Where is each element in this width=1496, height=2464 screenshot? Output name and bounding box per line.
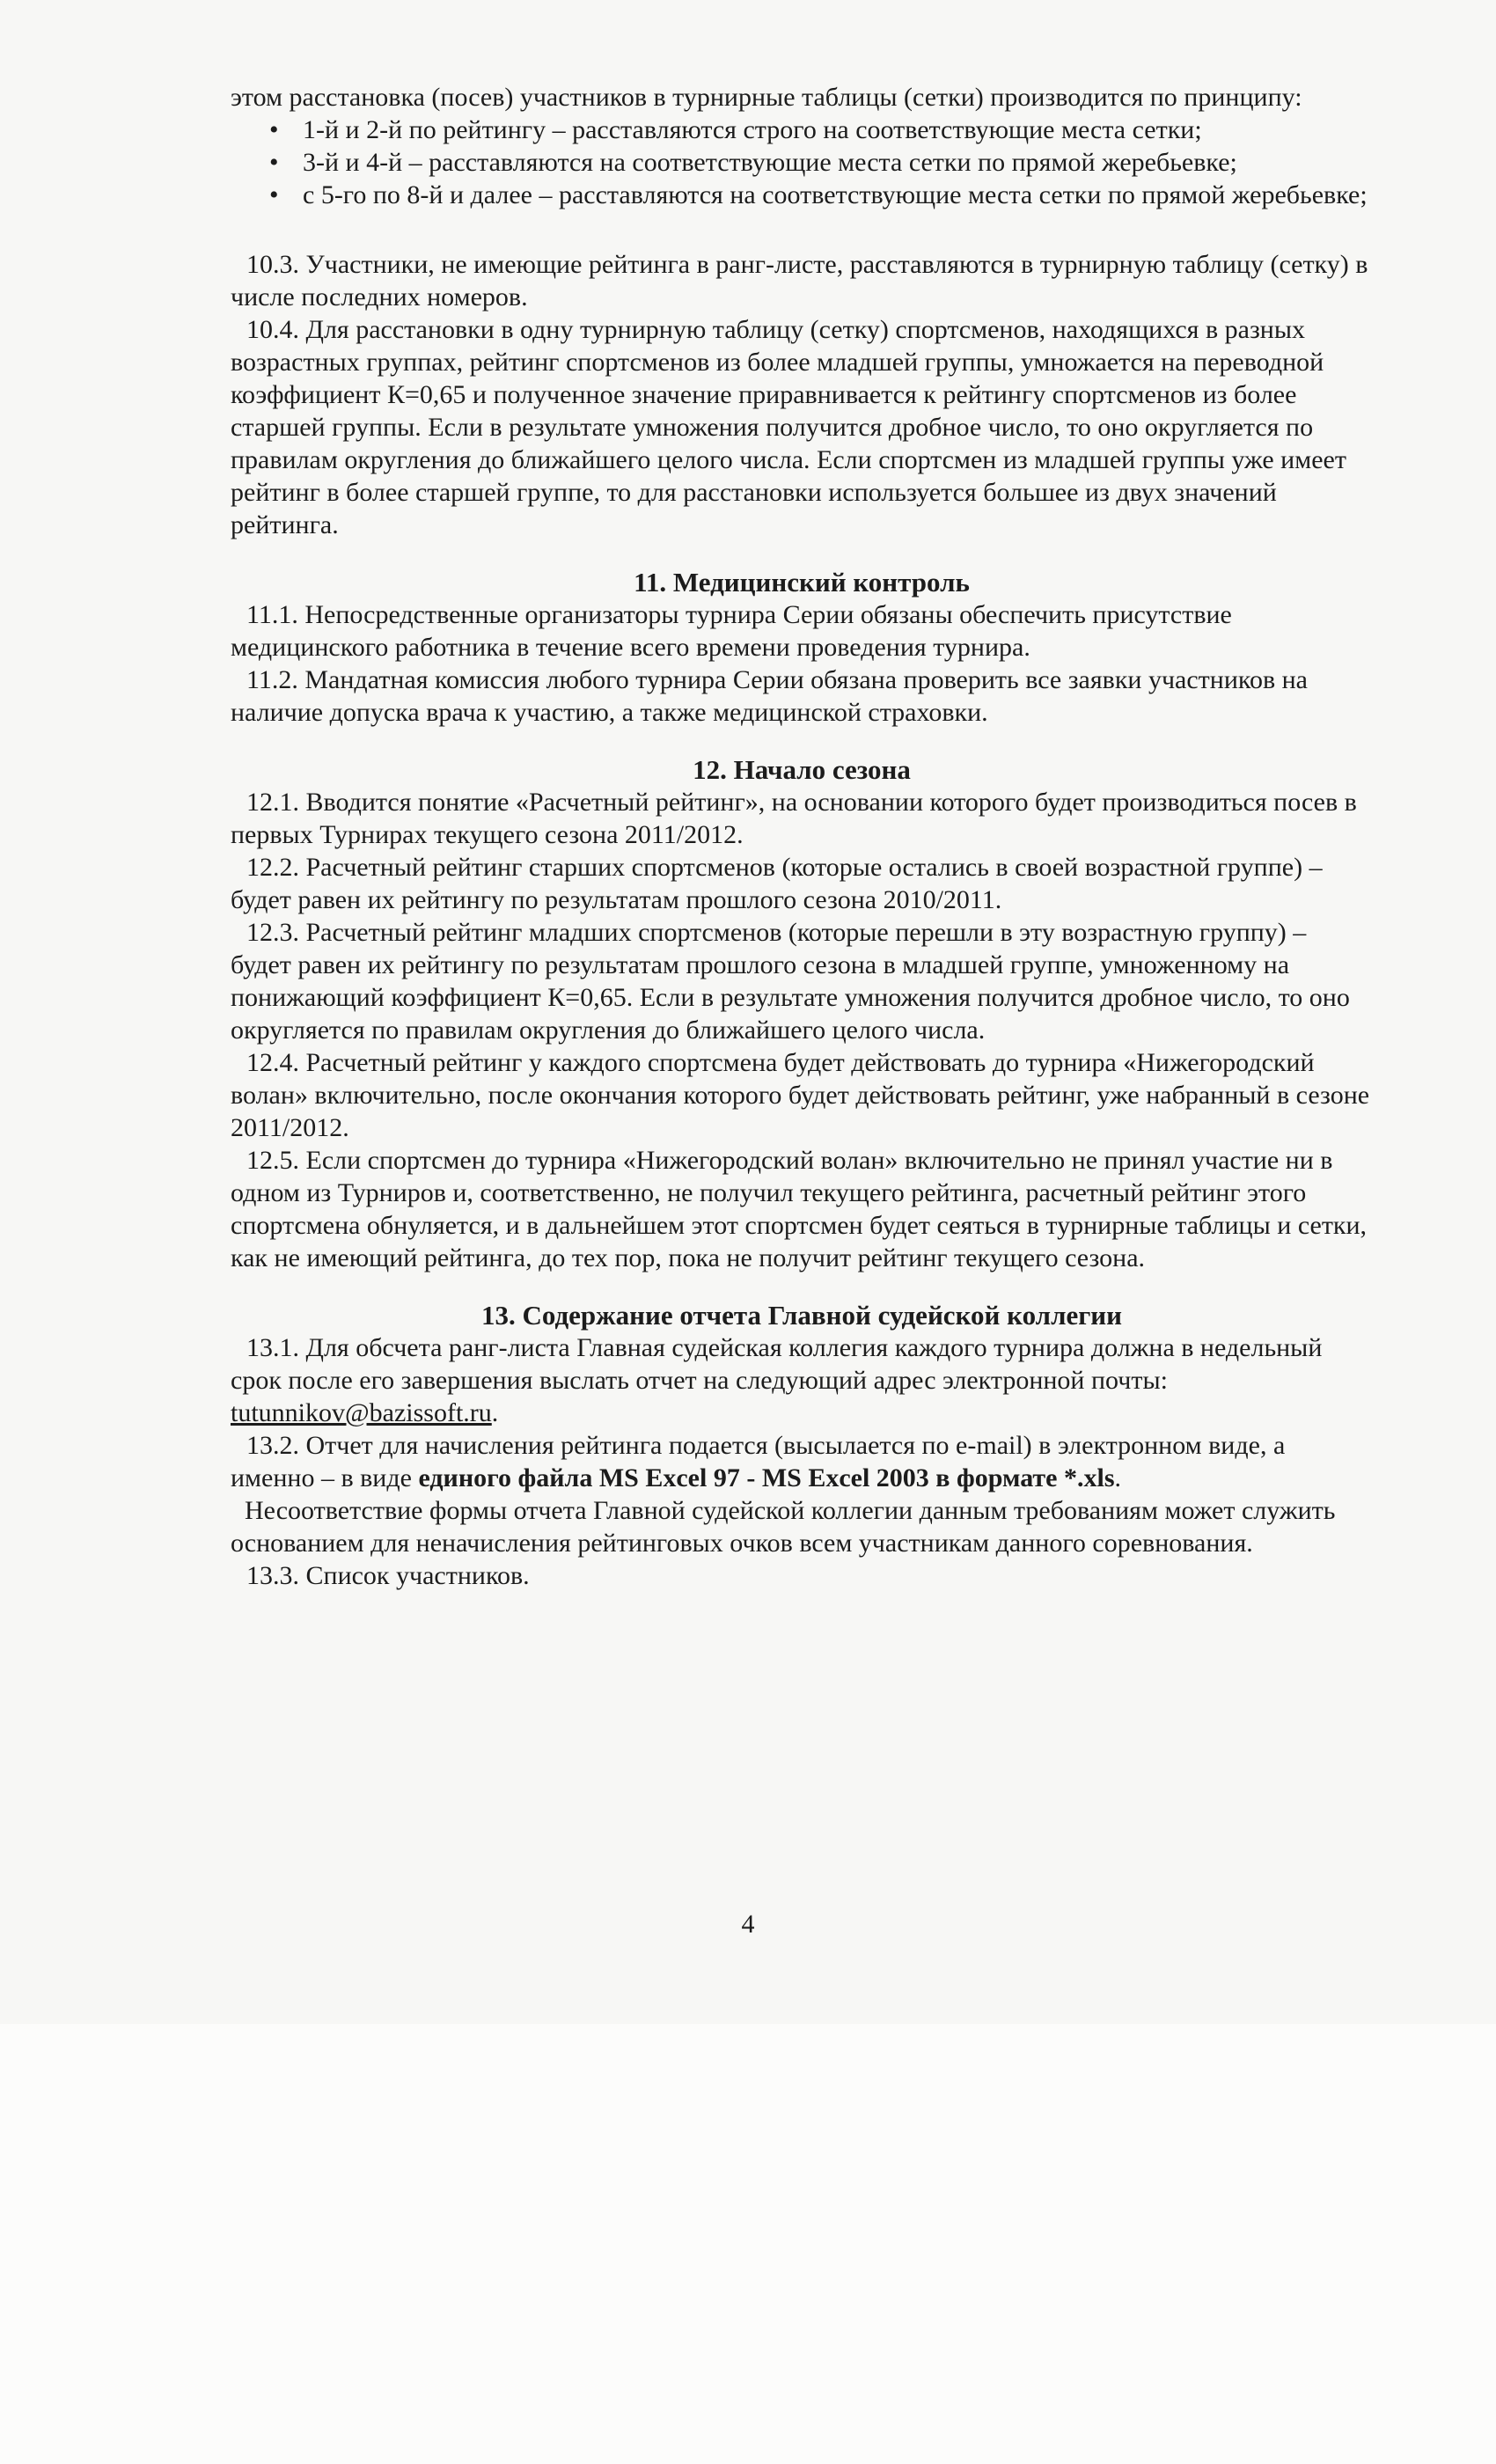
report-email-link[interactable]: tutunnikov@bazissoft.ru xyxy=(231,1398,492,1427)
bullet-item-3: • с 5-го по 8-й и далее – расставляются на соответствующие места сетки по прямой жеребьевке; xyxy=(269,179,1373,211)
paragraph-10-4: 10.4. Для расстановки в одну турнирную таблицу (сетку) спортсменов, находящихся в разных возрастных группах, рейтинг спортсменов из более младшей группы, умножается на переводной коэффициент К=0,65 и полученное значение приравнивается к рейтингу спортсменов из более старшей группы. Если в результате умножения получится дробное число, то оно округляется по правилам округления до ближайшего целого числа. Если спортсмен из младшей группы уже имеет рейтинг в более старшей группе, то для расстановки используется большее из двух значений рейтинга. xyxy=(231,315,1346,539)
paragraph-13-1-end: . xyxy=(491,1398,499,1427)
section-11-title: 11. Медицинский контроль xyxy=(634,567,970,598)
paragraph-13-3: 13.3. Список участников. xyxy=(246,1561,530,1590)
paragraph-13-2-text: 13.2. Отчет для начисления рейтинга подается (высылается по e-mail) в электронном виде, а именно – в виде xyxy=(231,1431,1286,1492)
page-number: 4 xyxy=(741,1910,755,1939)
paragraph-13-1 xyxy=(231,1331,1373,1429)
section-13-title: 13. Содержание отчета Главной судейской коллегии xyxy=(480,1300,1123,1331)
paragraph-12-1: 12.1. Вводится понятие «Расчетный рейтинг», на основании которого будет производиться посев в первых Турнирах текущего сезона 2011/2012. xyxy=(231,788,1357,849)
paragraph-12-2: 12.2. Расчетный рейтинг старших спортсменов (которые остались в своей возрастной группе) – будет равен их рейтингу по результатам прошлого сезона 2010/2011. xyxy=(231,853,1323,914)
paragraph-10-3: 10.3. Участники, не имеющие рейтинга в ранг-листе, расставляются в турнирную таблицу (сетку) в числе последних номеров. xyxy=(231,250,1368,312)
document-body xyxy=(231,81,1373,1592)
seeding-bullet-list xyxy=(231,114,1373,211)
section-12-title: 12. Начало сезона xyxy=(693,754,911,785)
paragraph-12-5: 12.5. Если спортсмен до турнира «Нижегородский волан» включительно не принял участие ни в одном из Турниров и, соответственно, не получил текущего рейтинга, расчетный рейтинг этого спортсмена обнуляется, и в дальнейшем этот спортсмен будет сеяться в турнирные таблицы и сетки, как не имеющий рейтинга, до тех пор, пока не получит рейтинг текущего сезона. xyxy=(231,1146,1368,1272)
paragraph-12-3: 12.3. Расчетный рейтинг младших спортсменов (которые перешли в эту возрастную группу) – будет равен их рейтингу по результатам прошлого сезона в младшей группе, умноженному на понижающий коэффициент К=0,65. Если в результате умножения получится дробное число, то оно округляется по правилам округления до ближайшего целого числа. xyxy=(231,918,1350,1045)
paragraph-13-2-note: Несоответствие формы отчета Главной судейской коллегии данным требованиям может служить основанием для неначисления рейтинговых очков всем участникам данного соревнования. xyxy=(231,1496,1336,1558)
bullet-item-2: • 3-й и 4-й – расставляются на соответствующие места сетки по прямой жеребьевке; xyxy=(269,146,1373,179)
paragraph-13-2 xyxy=(231,1429,1373,1494)
paragraph-12-4: 12.4. Расчетный рейтинг у каждого спортсмена будет действовать до турнира «Нижегородский волан» включительно, после окончания которого будет действовать рейтинг, уже набранный в сезоне 2011/2012. xyxy=(231,1048,1370,1142)
paragraph-11-1: 11.1. Непосредственные организаторы турнира Серии обязаны обеспечить присутствие медицинского работника в течение всего времени проведения турнира. xyxy=(231,600,1232,662)
paragraph-13-1-text: 13.1. Для обсчета ранг-листа Главная судейская коллегия каждого турнира должна в недельный срок после его завершения выслать отчет на следующий адрес электронной почты: xyxy=(231,1333,1323,1395)
excel-format-emphasis: единого файла MS Excel 97 - MS Excel 2003 в формате *.xls xyxy=(418,1463,1115,1492)
paragraph-13-2-end: . xyxy=(1114,1463,1121,1492)
intro-line: этом расстановка (посев) участников в турнирные таблицы (сетки) производится по принципу: xyxy=(231,83,1302,112)
paragraph-11-2: 11.2. Мандатная комиссия любого турнира Серии обязана проверить все заявки участников на наличие допуска врача к участию, а также медицинской страховки. xyxy=(231,665,1308,727)
bullet-item-1: • 1-й и 2-й по рейтингу – расставляются строго на соответствующие места сетки; xyxy=(269,114,1373,146)
